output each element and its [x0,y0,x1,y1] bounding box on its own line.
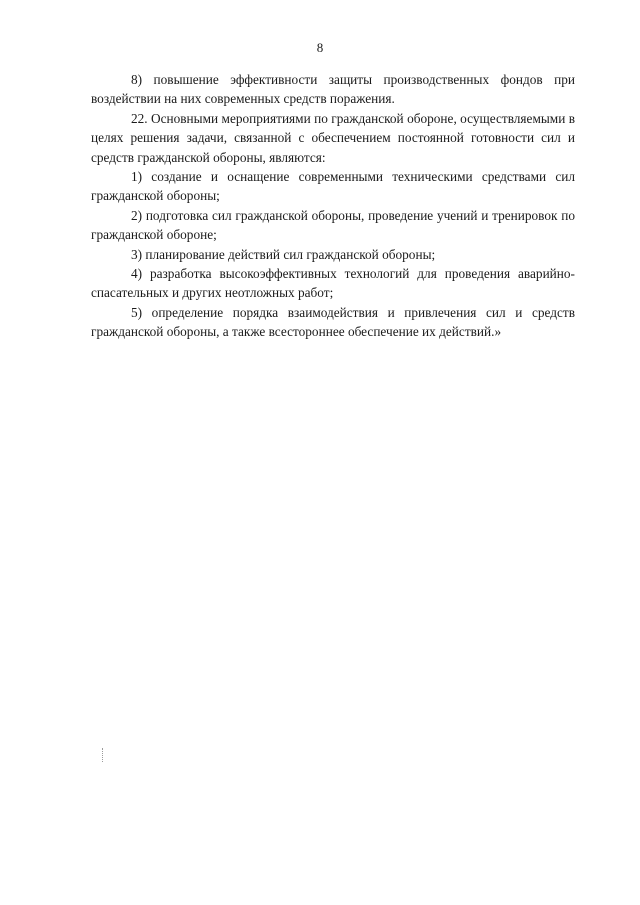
paragraph-section-22: 22. Основными мероприятиями по гражданской обороне, осуществляемыми в целях решения задачи, связанной с обеспечением постоянной готовности сил и средств гражданской обороны, являются: [91,110,575,165]
paragraph-item-4: 4) разработка высокоэффективных технологий для проведения аварийно-спасательных и других неотложных работ; [91,266,575,301]
paragraph-item-2: 2) подготовка сил гражданской обороны, проведение учений и тренировок по гражданской обороне; [91,207,575,243]
scan-margin-mark [102,748,104,762]
page-number: 8 [316,40,324,55]
paragraph-item-3: 3) планирование действий сил гражданской обороны; [131,246,436,262]
paragraph-item-1: 1) создание и оснащение современными техническими средствами сил гражданской обороны; [91,169,575,204]
document-body [91,70,575,342]
paragraph-item-8: 8) повышение эффективности защиты производственных фондов при воздействии на них современных средств поражения. [91,72,575,107]
paragraph-item-5: 5) определение порядка взаимодействия и привлечения сил и средств гражданской обороны, а также всестороннее обеспечение их действий.» [91,304,575,340]
